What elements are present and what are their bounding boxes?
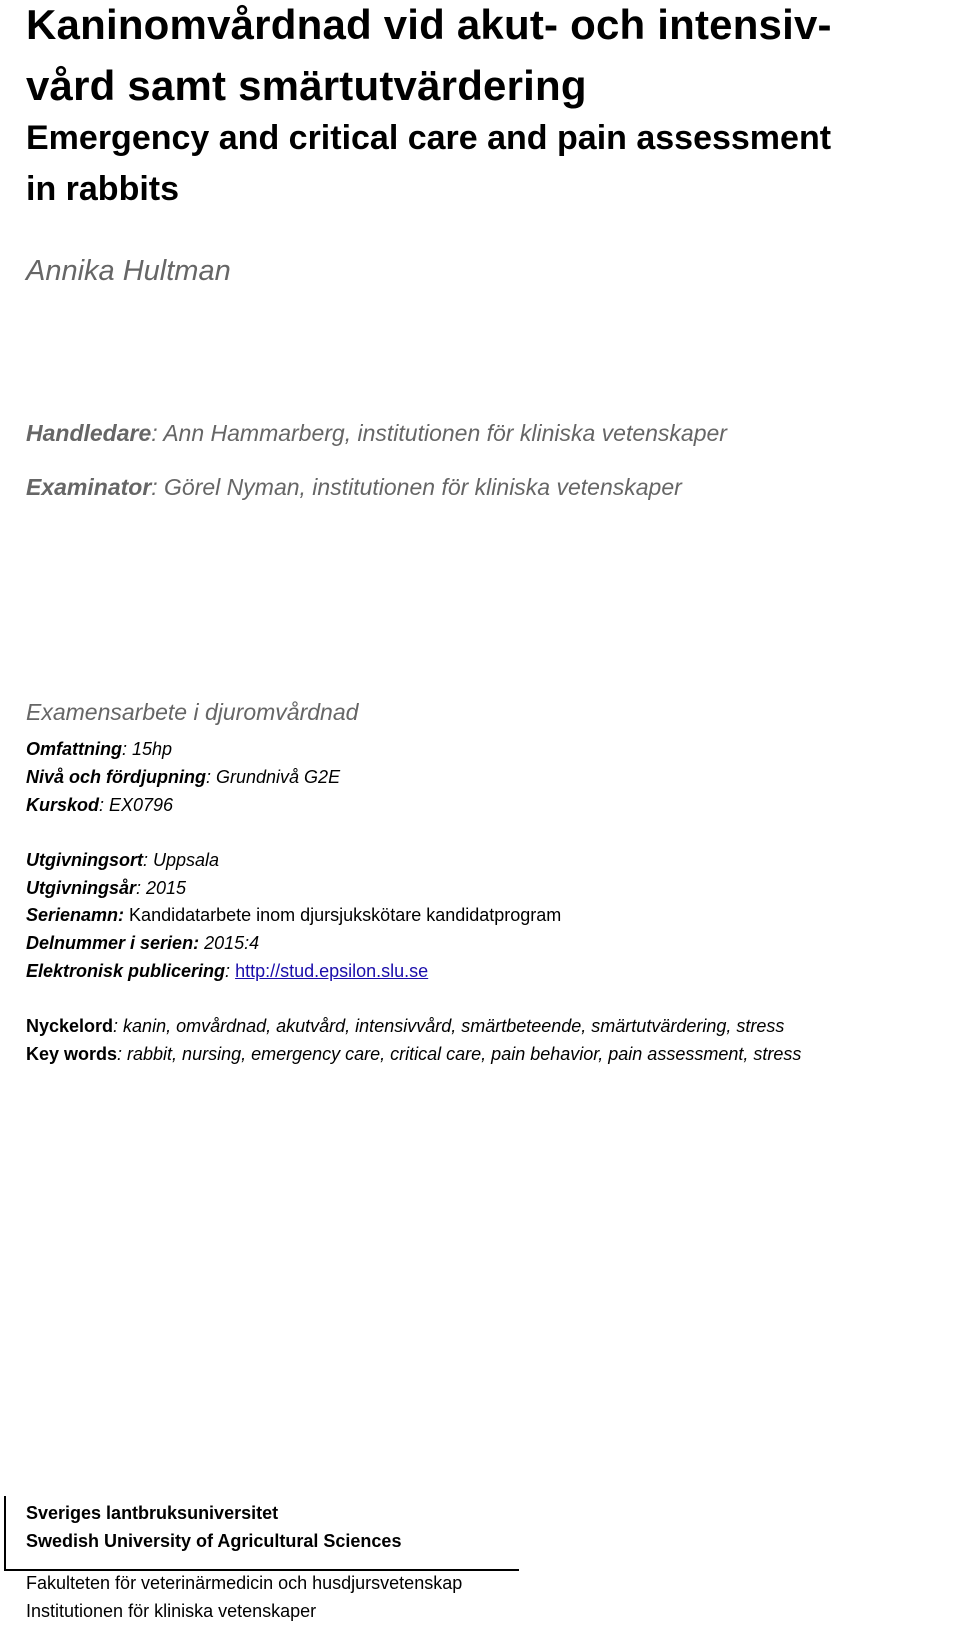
course-level-value: : Grundnivå G2E — [206, 767, 341, 787]
university-vertical-rule — [4, 1496, 6, 1571]
title-english-line-1: Emergency and critical care and pain assessment — [26, 119, 832, 157]
author-name: Annika Hultman — [26, 255, 231, 287]
publication-series-value: Kandidatarbete inom djursjukskötare kandidatprogram — [124, 905, 562, 925]
publication-series — [26, 905, 561, 925]
course-level-label: Nivå och fördjupning — [26, 767, 206, 787]
university-horizontal-rule — [4, 1569, 519, 1571]
publication-online-sep: : — [225, 961, 236, 981]
keywords-english-label: Key words — [26, 1044, 118, 1064]
course-scope-value: : 15hp — [122, 739, 173, 759]
keywords-english-value: : rabbit, nursing, emergency care, critical care, pain behavior, pain assessment, stress — [117, 1044, 802, 1064]
publication-place-label: Utgivningsort — [26, 850, 143, 870]
keywords-swedish-label: Nyckelord — [26, 1016, 114, 1036]
publication-online-link[interactable]: http://stud.epsilon.slu.se — [235, 961, 429, 981]
publication-online-label: Elektronisk publicering — [26, 961, 226, 981]
course-scope-label: Omfattning — [26, 739, 122, 759]
title-swedish-line-1: Kaninomvårdnad vid akut- och intensiv- — [26, 1, 832, 48]
university-name-english: Swedish University of Agricultural Sciences — [26, 1531, 402, 1551]
course-level — [26, 767, 340, 787]
examiner-label: Examinator — [26, 474, 152, 500]
title-swedish-line-2: vård samt smärtutvärdering — [26, 62, 587, 109]
publication-year-value: : 2015 — [136, 878, 187, 898]
publication-series-label: Serienamn: — [26, 905, 125, 925]
faculty-name: Fakulteten för veterinärmedicin och husdjursvetenskap — [26, 1573, 463, 1593]
publication-place — [26, 850, 219, 870]
course-code-label: Kurskod — [26, 795, 100, 815]
publication-part-label: Delnummer i serien: — [26, 933, 200, 953]
thesis-type: Examensarbete i djuromvårdnad — [26, 699, 359, 725]
supervisor-line — [26, 420, 727, 447]
publication-part — [26, 933, 259, 953]
keywords-swedish-value: : kanin, omvårdnad, akutvård, intensivvård, smärtbeteende, smärtutvärdering, stress — [113, 1016, 785, 1036]
course-code-value: : EX0796 — [99, 795, 174, 815]
examiner-value: : Görel Nyman, institutionen för kliniska vetenskaper — [151, 474, 682, 500]
title-english-line-2: in rabbits — [26, 170, 180, 208]
publication-year — [26, 878, 186, 898]
department-name: Institutionen för kliniska vetenskaper — [26, 1601, 317, 1621]
publication-online — [26, 961, 428, 981]
publication-year-label: Utgivningsår — [26, 878, 137, 898]
publication-place-value: : Uppsala — [143, 850, 220, 870]
course-scope — [26, 739, 172, 759]
keywords-english — [26, 1044, 801, 1064]
supervisor-label: Handledare — [26, 420, 152, 446]
publication-part-value: 2015:4 — [199, 933, 260, 953]
keywords-swedish — [26, 1016, 784, 1036]
university-name-swedish: Sveriges lantbruksuniversitet — [26, 1503, 279, 1523]
course-code — [26, 795, 173, 815]
examiner-line — [26, 474, 682, 501]
supervisor-value: : Ann Hammarberg, institutionen för kliniska vetenskaper — [151, 420, 727, 446]
